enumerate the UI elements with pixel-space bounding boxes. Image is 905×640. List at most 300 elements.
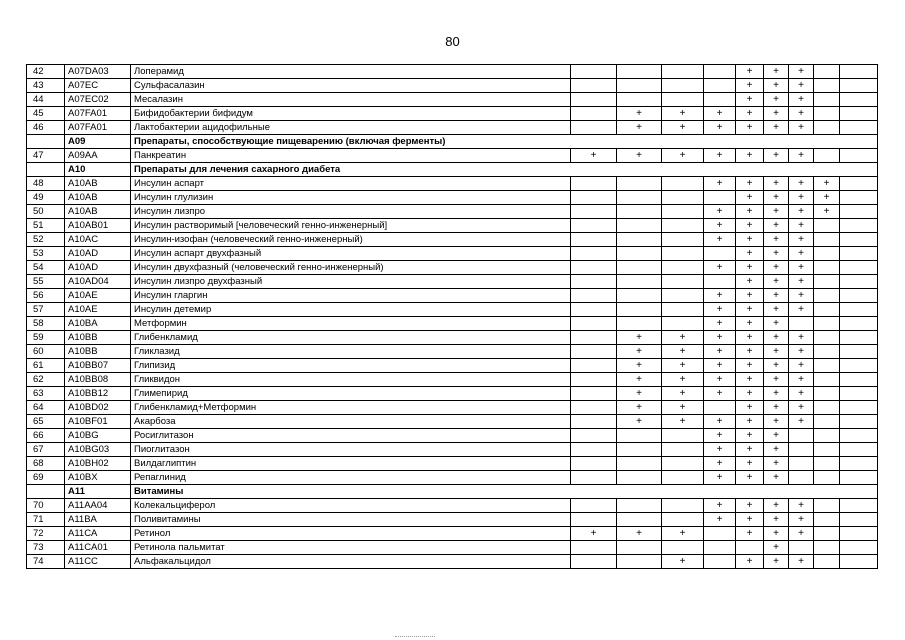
mark-cell xyxy=(617,93,662,107)
mark-cell: + xyxy=(764,331,789,345)
mark-cell xyxy=(789,541,814,555)
mark-cell: + xyxy=(736,79,764,93)
row-number: 64 xyxy=(27,401,65,415)
mark-cell xyxy=(617,541,662,555)
mark-cell xyxy=(704,541,736,555)
drug-table-body xyxy=(27,65,878,569)
mark-cell: + xyxy=(789,289,814,303)
mark-cell xyxy=(814,513,840,527)
drug-name: Пиоглитазон xyxy=(131,443,571,457)
mark-cell xyxy=(662,79,704,93)
mark-cell: + xyxy=(764,247,789,261)
drug-name: Ретинола пальмитат xyxy=(131,541,571,555)
mark-cell xyxy=(571,233,617,247)
drug-name: Инсулин двухфазный (человеческий генно-инженерный) xyxy=(131,261,571,275)
mark-cell xyxy=(617,429,662,443)
mark-cell xyxy=(814,457,840,471)
table-row xyxy=(27,93,878,107)
mark-cell: + xyxy=(789,247,814,261)
mark-cell: + xyxy=(571,149,617,163)
atc-code: A11CA xyxy=(65,527,131,541)
group-header-row xyxy=(27,135,878,149)
mark-cell xyxy=(840,177,878,191)
mark-cell xyxy=(840,65,878,79)
atc-code: A07DA03 xyxy=(65,65,131,79)
row-number: 60 xyxy=(27,345,65,359)
mark-cell: + xyxy=(704,107,736,121)
mark-cell xyxy=(571,191,617,205)
atc-code: A09AA xyxy=(65,149,131,163)
drug-name: Витамины xyxy=(131,485,878,499)
row-number: 62 xyxy=(27,373,65,387)
mark-cell xyxy=(571,457,617,471)
mark-cell: + xyxy=(662,121,704,135)
table-row xyxy=(27,303,878,317)
mark-cell xyxy=(571,443,617,457)
atc-code: A11BA xyxy=(65,513,131,527)
group-header-row xyxy=(27,485,878,499)
row-number: 70 xyxy=(27,499,65,513)
mark-cell xyxy=(662,317,704,331)
mark-cell: + xyxy=(571,527,617,541)
mark-cell: + xyxy=(814,177,840,191)
mark-cell: + xyxy=(764,415,789,429)
atc-code: A10AD04 xyxy=(65,275,131,289)
mark-cell: + xyxy=(789,275,814,289)
mark-cell: + xyxy=(789,261,814,275)
mark-cell xyxy=(840,219,878,233)
mark-cell xyxy=(814,303,840,317)
mark-cell: + xyxy=(764,317,789,331)
mark-cell xyxy=(571,275,617,289)
table-row xyxy=(27,177,878,191)
mark-cell: + xyxy=(704,387,736,401)
drug-name: Ретинол xyxy=(131,527,571,541)
atc-code: A10 xyxy=(65,163,131,177)
mark-cell: + xyxy=(764,527,789,541)
row-number xyxy=(27,485,65,499)
row-number: 56 xyxy=(27,289,65,303)
row-number: 47 xyxy=(27,149,65,163)
table-row xyxy=(27,331,878,345)
mark-cell: + xyxy=(736,387,764,401)
atc-code: A11CC xyxy=(65,555,131,569)
mark-cell: + xyxy=(736,205,764,219)
mark-cell xyxy=(617,247,662,261)
mark-cell xyxy=(840,107,878,121)
drug-name: Бифидобактерии бифидум xyxy=(131,107,571,121)
mark-cell xyxy=(814,345,840,359)
mark-cell xyxy=(789,317,814,331)
atc-code: A10BB12 xyxy=(65,387,131,401)
mark-cell: + xyxy=(764,205,789,219)
mark-cell: + xyxy=(662,401,704,415)
mark-cell xyxy=(704,93,736,107)
mark-cell xyxy=(814,429,840,443)
row-number: 44 xyxy=(27,93,65,107)
drug-name: Инсулин детемир xyxy=(131,303,571,317)
mark-cell xyxy=(814,317,840,331)
mark-cell xyxy=(840,471,878,485)
mark-cell: + xyxy=(764,261,789,275)
atc-code: A10AB xyxy=(65,205,131,219)
drug-name: Лактобактерии ацидофильные xyxy=(131,121,571,135)
mark-cell: + xyxy=(789,527,814,541)
mark-cell: + xyxy=(736,471,764,485)
mark-cell xyxy=(814,233,840,247)
mark-cell xyxy=(571,247,617,261)
table-row xyxy=(27,541,878,555)
mark-cell xyxy=(840,275,878,289)
mark-cell xyxy=(662,205,704,219)
row-number xyxy=(27,163,65,177)
mark-cell xyxy=(617,177,662,191)
mark-cell xyxy=(814,149,840,163)
drug-name: Росиглитазон xyxy=(131,429,571,443)
mark-cell xyxy=(704,247,736,261)
atc-code: A10AE xyxy=(65,303,131,317)
mark-cell: + xyxy=(617,387,662,401)
mark-cell: + xyxy=(764,499,789,513)
mark-cell: + xyxy=(662,373,704,387)
mark-cell xyxy=(662,177,704,191)
mark-cell xyxy=(662,275,704,289)
drug-name: Инсулин глулизин xyxy=(131,191,571,205)
mark-cell: + xyxy=(764,387,789,401)
mark-cell xyxy=(571,345,617,359)
mark-cell: + xyxy=(736,247,764,261)
table-row xyxy=(27,247,878,261)
mark-cell: + xyxy=(736,65,764,79)
mark-cell xyxy=(571,373,617,387)
mark-cell xyxy=(840,415,878,429)
mark-cell: + xyxy=(662,415,704,429)
mark-cell xyxy=(814,219,840,233)
mark-cell xyxy=(571,429,617,443)
mark-cell xyxy=(662,429,704,443)
mark-cell xyxy=(704,401,736,415)
drug-name: Метформин xyxy=(131,317,571,331)
mark-cell xyxy=(662,219,704,233)
mark-cell: + xyxy=(764,471,789,485)
mark-cell xyxy=(662,471,704,485)
mark-cell xyxy=(814,93,840,107)
mark-cell: + xyxy=(704,233,736,247)
mark-cell: + xyxy=(704,443,736,457)
mark-cell xyxy=(840,443,878,457)
table-row xyxy=(27,79,878,93)
mark-cell xyxy=(789,457,814,471)
mark-cell: + xyxy=(764,289,789,303)
drug-name: Месалазин xyxy=(131,93,571,107)
mark-cell xyxy=(789,429,814,443)
mark-cell xyxy=(571,303,617,317)
mark-cell: + xyxy=(704,289,736,303)
mark-cell xyxy=(840,555,878,569)
mark-cell: + xyxy=(764,513,789,527)
mark-cell xyxy=(662,65,704,79)
mark-cell: + xyxy=(736,373,764,387)
mark-cell xyxy=(571,331,617,345)
mark-cell: + xyxy=(736,443,764,457)
row-number: 68 xyxy=(27,457,65,471)
row-number: 50 xyxy=(27,205,65,219)
mark-cell: + xyxy=(704,303,736,317)
table-row xyxy=(27,457,878,471)
mark-cell: + xyxy=(704,471,736,485)
table-row xyxy=(27,275,878,289)
atc-code: A10AD xyxy=(65,247,131,261)
mark-cell: + xyxy=(764,219,789,233)
mark-cell xyxy=(704,191,736,205)
drug-name: Лоперамид xyxy=(131,65,571,79)
mark-cell xyxy=(840,401,878,415)
mark-cell xyxy=(571,205,617,219)
mark-cell: + xyxy=(764,401,789,415)
drug-name: Инсулин лизпро двухфазный xyxy=(131,275,571,289)
mark-cell: + xyxy=(764,429,789,443)
mark-cell xyxy=(662,233,704,247)
mark-cell xyxy=(571,261,617,275)
mark-cell: + xyxy=(736,359,764,373)
mark-cell xyxy=(840,247,878,261)
row-number: 67 xyxy=(27,443,65,457)
mark-cell: + xyxy=(736,527,764,541)
mark-cell xyxy=(814,65,840,79)
drug-name: Репаглинид xyxy=(131,471,571,485)
mark-cell: + xyxy=(789,107,814,121)
mark-cell xyxy=(814,499,840,513)
drug-name: Инсулин гларгин xyxy=(131,289,571,303)
mark-cell: + xyxy=(736,429,764,443)
row-number: 51 xyxy=(27,219,65,233)
mark-cell: + xyxy=(789,121,814,135)
mark-cell: + xyxy=(764,93,789,107)
mark-cell xyxy=(814,555,840,569)
mark-cell xyxy=(814,415,840,429)
mark-cell: + xyxy=(662,359,704,373)
mark-cell: + xyxy=(764,303,789,317)
atc-code: A10BF01 xyxy=(65,415,131,429)
mark-cell xyxy=(814,471,840,485)
table-row xyxy=(27,513,878,527)
mark-cell: + xyxy=(789,387,814,401)
drug-name: Глимепирид xyxy=(131,387,571,401)
mark-cell xyxy=(814,527,840,541)
mark-cell xyxy=(840,261,878,275)
mark-cell: + xyxy=(764,373,789,387)
drug-table xyxy=(26,64,878,569)
mark-cell xyxy=(617,275,662,289)
mark-cell xyxy=(840,303,878,317)
table-row xyxy=(27,121,878,135)
table-row xyxy=(27,233,878,247)
mark-cell: + xyxy=(789,555,814,569)
drug-name: Глипизид xyxy=(131,359,571,373)
atc-code: A10BG03 xyxy=(65,443,131,457)
mark-cell: + xyxy=(662,387,704,401)
mark-cell: + xyxy=(736,191,764,205)
mark-cell xyxy=(840,345,878,359)
mark-cell: + xyxy=(764,149,789,163)
mark-cell: + xyxy=(789,359,814,373)
mark-cell xyxy=(840,149,878,163)
mark-cell: + xyxy=(617,331,662,345)
mark-cell: + xyxy=(617,359,662,373)
drug-name: Колекальциферол xyxy=(131,499,571,513)
drug-name: Панкреатин xyxy=(131,149,571,163)
drug-name: Гликвидон xyxy=(131,373,571,387)
mark-cell xyxy=(571,107,617,121)
mark-cell: + xyxy=(736,289,764,303)
mark-cell: + xyxy=(789,205,814,219)
atc-code: A11AA04 xyxy=(65,499,131,513)
row-number: 61 xyxy=(27,359,65,373)
mark-cell xyxy=(840,93,878,107)
drug-name: Инсулин аспарт xyxy=(131,177,571,191)
mark-cell xyxy=(571,289,617,303)
table-row xyxy=(27,149,878,163)
group-header-row xyxy=(27,163,878,177)
table-row xyxy=(27,191,878,205)
mark-cell: + xyxy=(704,499,736,513)
mark-cell: + xyxy=(617,345,662,359)
table-row xyxy=(27,429,878,443)
mark-cell xyxy=(814,401,840,415)
mark-cell xyxy=(840,121,878,135)
mark-cell xyxy=(662,289,704,303)
table-row xyxy=(27,373,878,387)
mark-cell: + xyxy=(736,93,764,107)
mark-cell: + xyxy=(704,261,736,275)
atc-code: A11CA01 xyxy=(65,541,131,555)
table-row xyxy=(27,205,878,219)
atc-code: A10BD02 xyxy=(65,401,131,415)
mark-cell xyxy=(571,93,617,107)
mark-cell xyxy=(704,555,736,569)
mark-cell xyxy=(814,275,840,289)
mark-cell: + xyxy=(789,65,814,79)
mark-cell xyxy=(840,317,878,331)
row-number: 54 xyxy=(27,261,65,275)
mark-cell: + xyxy=(662,331,704,345)
mark-cell xyxy=(617,457,662,471)
mark-cell xyxy=(662,247,704,261)
drug-name: Инсулин аспарт двухфазный xyxy=(131,247,571,261)
table-row xyxy=(27,317,878,331)
mark-cell: + xyxy=(736,499,764,513)
page-number: 80 xyxy=(445,34,460,49)
mark-cell: + xyxy=(704,457,736,471)
mark-cell: + xyxy=(789,401,814,415)
atc-code: A10AC xyxy=(65,233,131,247)
row-number: 55 xyxy=(27,275,65,289)
mark-cell: + xyxy=(736,303,764,317)
mark-cell: + xyxy=(617,373,662,387)
mark-cell xyxy=(571,219,617,233)
mark-cell: + xyxy=(662,345,704,359)
atc-code: A10BB08 xyxy=(65,373,131,387)
table-row xyxy=(27,527,878,541)
mark-cell: + xyxy=(617,401,662,415)
mark-cell xyxy=(814,121,840,135)
row-number: 49 xyxy=(27,191,65,205)
drug-name: Инсулин лизпро xyxy=(131,205,571,219)
mark-cell xyxy=(617,317,662,331)
mark-cell xyxy=(617,261,662,275)
atc-code: A10BB07 xyxy=(65,359,131,373)
mark-cell xyxy=(704,275,736,289)
mark-cell: + xyxy=(736,233,764,247)
mark-cell: + xyxy=(789,303,814,317)
row-number: 43 xyxy=(27,79,65,93)
table-row xyxy=(27,387,878,401)
row-number: 46 xyxy=(27,121,65,135)
mark-cell: + xyxy=(789,373,814,387)
mark-cell: + xyxy=(736,219,764,233)
mark-cell: + xyxy=(764,443,789,457)
mark-cell: + xyxy=(617,107,662,121)
row-number: 74 xyxy=(27,555,65,569)
row-number xyxy=(27,135,65,149)
row-number: 71 xyxy=(27,513,65,527)
mark-cell xyxy=(704,65,736,79)
row-number: 66 xyxy=(27,429,65,443)
mark-cell: + xyxy=(789,513,814,527)
mark-cell xyxy=(662,457,704,471)
mark-cell: + xyxy=(736,121,764,135)
mark-cell: + xyxy=(789,149,814,163)
mark-cell xyxy=(840,289,878,303)
mark-cell: + xyxy=(789,331,814,345)
mark-cell xyxy=(571,65,617,79)
mark-cell: + xyxy=(662,149,704,163)
mark-cell xyxy=(814,261,840,275)
row-number: 69 xyxy=(27,471,65,485)
drug-name: Глибенкламид xyxy=(131,331,571,345)
mark-cell xyxy=(571,513,617,527)
mark-cell xyxy=(571,177,617,191)
table-row xyxy=(27,261,878,275)
drug-name: Поливитамины xyxy=(131,513,571,527)
mark-cell xyxy=(840,331,878,345)
mark-cell xyxy=(662,303,704,317)
mark-cell: + xyxy=(789,345,814,359)
mark-cell xyxy=(704,79,736,93)
mark-cell: + xyxy=(764,275,789,289)
atc-code: A10BB xyxy=(65,345,131,359)
mark-cell: + xyxy=(789,499,814,513)
table-row xyxy=(27,65,878,79)
atc-code: A07FA01 xyxy=(65,107,131,121)
drug-name: Глибенкламид+Метформин xyxy=(131,401,571,415)
row-number: 59 xyxy=(27,331,65,345)
table-row xyxy=(27,219,878,233)
table-row xyxy=(27,401,878,415)
mark-cell: + xyxy=(814,191,840,205)
mark-cell: + xyxy=(704,429,736,443)
mark-cell: + xyxy=(662,107,704,121)
mark-cell: + xyxy=(662,527,704,541)
mark-cell: + xyxy=(764,555,789,569)
mark-cell: + xyxy=(764,345,789,359)
mark-cell xyxy=(571,121,617,135)
mark-cell xyxy=(789,443,814,457)
atc-code: A10AE xyxy=(65,289,131,303)
mark-cell: + xyxy=(704,331,736,345)
mark-cell xyxy=(840,513,878,527)
mark-cell xyxy=(571,555,617,569)
